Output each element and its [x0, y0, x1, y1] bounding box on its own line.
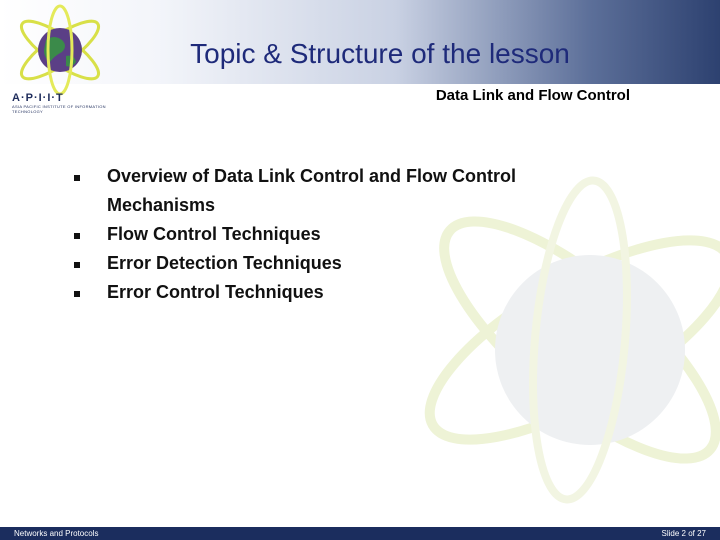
logo-wordmark: A·P·I·I·T [12, 92, 64, 104]
list-item [74, 162, 634, 220]
bullet-text: Error Detection Techniques [107, 253, 342, 273]
bullet-text: Error Control Techniques [107, 282, 324, 302]
bullet-square-icon [74, 233, 80, 239]
slide-title: Topic & Structure of the lesson [190, 38, 570, 69]
logo-tagline: ASIA PACIFIC INSTITUTE OF INFORMATION TECHNOLOGY [12, 104, 106, 114]
bullet-square-icon [74, 291, 80, 297]
list-item [74, 220, 634, 249]
slide-number: Slide 2 of 27 [661, 529, 706, 538]
bullet-square-icon [74, 262, 80, 268]
bullet-list [74, 162, 634, 307]
list-item [74, 249, 634, 278]
slide-subtitle: Data Link and Flow Control [435, 87, 630, 104]
footer-bar [0, 527, 720, 540]
bullet-text: Overview of Data Link Control and Flow Control Mechanisms [107, 166, 517, 215]
list-item [74, 278, 634, 307]
bullet-text: Flow Control Techniques [107, 224, 321, 244]
bullet-square-icon [74, 175, 80, 181]
footer-course-name: Networks and Protocols [14, 529, 99, 538]
